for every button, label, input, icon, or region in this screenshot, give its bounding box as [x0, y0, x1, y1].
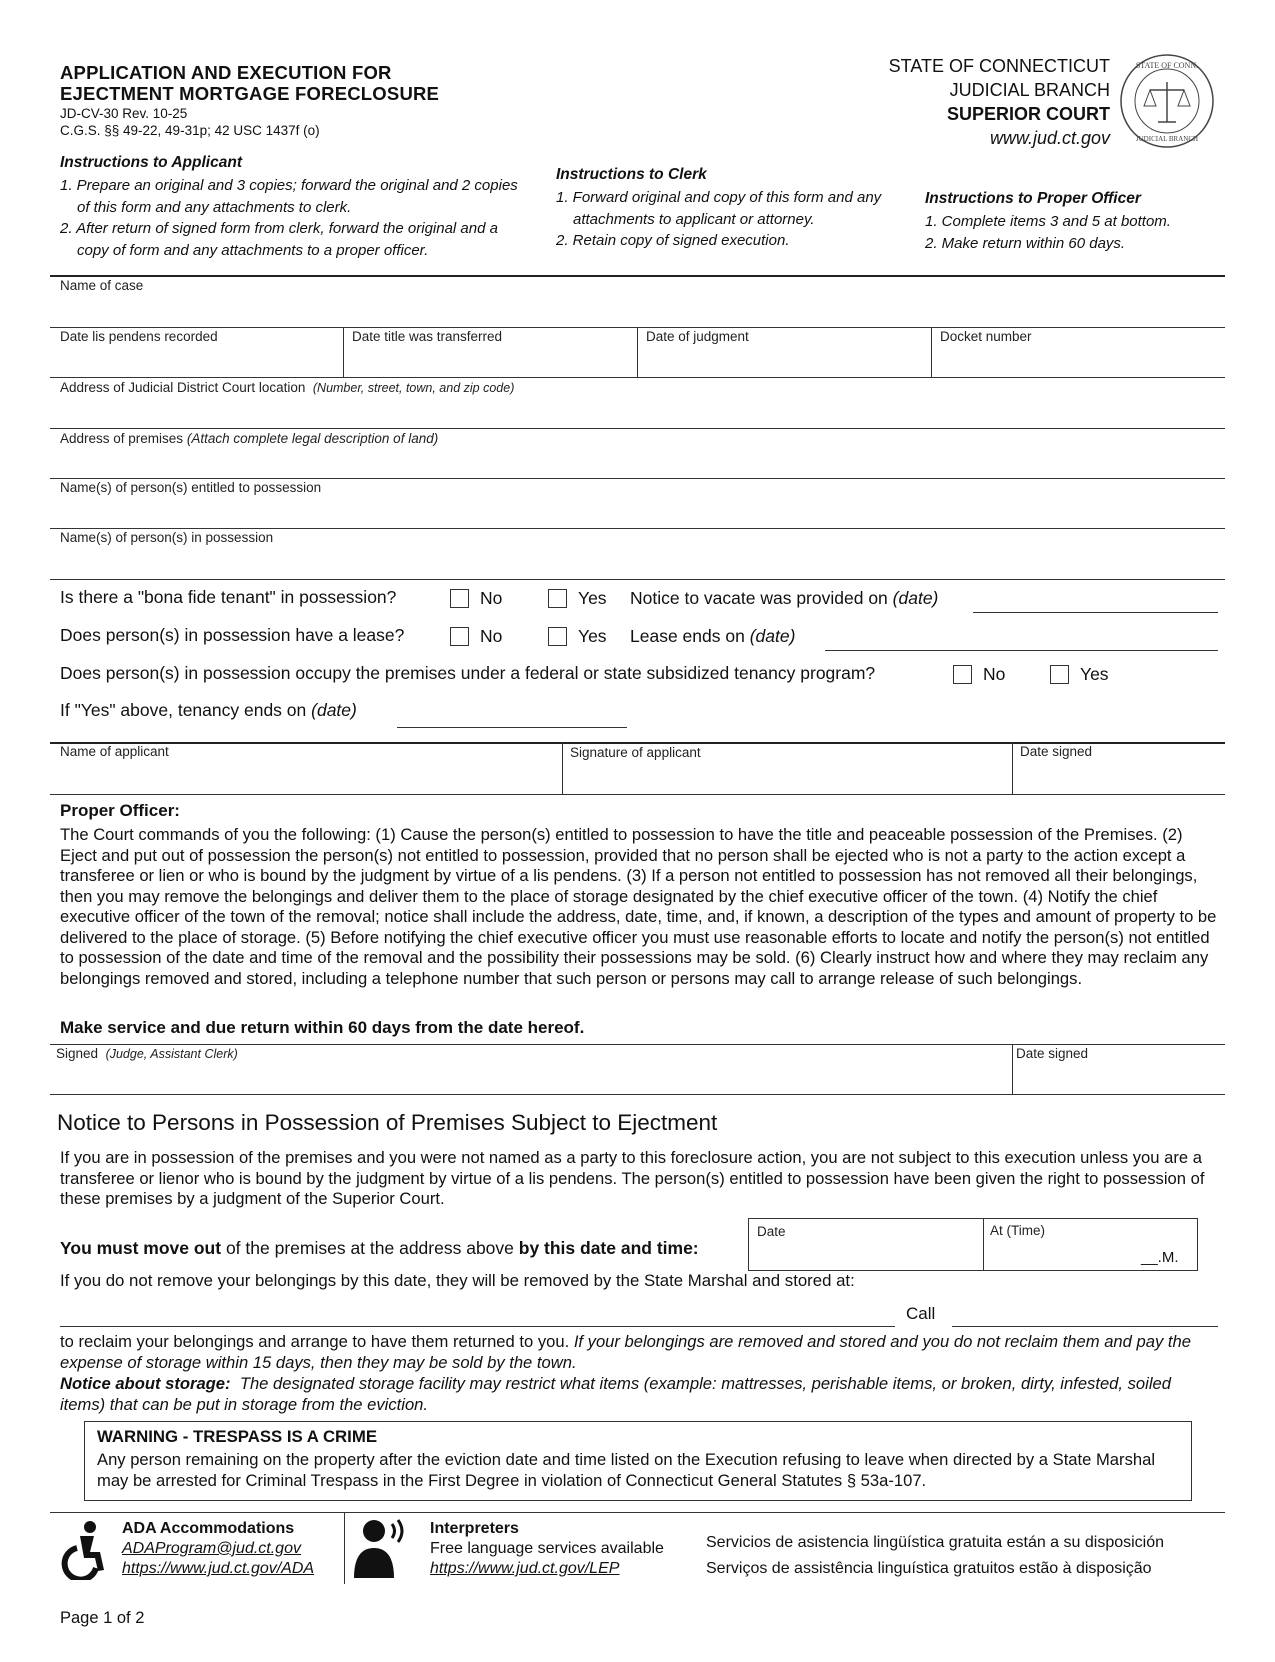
lease-question: Does person(s) in possession have a lease?: [60, 625, 405, 645]
move-out-bold-1: You must move out: [60, 1238, 222, 1258]
lease-ends-label: [630, 626, 795, 647]
bona-fide-yes-checkbox[interactable]: [548, 589, 567, 608]
persons-entitled-field[interactable]: Name(s) of person(s) entitled to possession: [60, 480, 322, 495]
instructions-applicant-heading: Instructions to Applicant: [60, 154, 242, 171]
subsidized-question: Does person(s) in possession occupy the premises under a federal or state subsidized tenancy program?: [60, 663, 876, 683]
storage-notice-heading: Notice about storage:: [60, 1374, 231, 1393]
reclaim-paragraph: [60, 1332, 1220, 1373]
instructions-clerk-heading: Instructions to Clerk: [556, 166, 707, 183]
notice-vacate-label: [630, 588, 938, 609]
date-title-transferred-field[interactable]: Date title was transferred: [352, 329, 503, 344]
spanish-notice: Servicios de asistencia lingüística gratuita están a su disposición: [706, 1534, 1165, 1551]
instructions-clerk: [556, 166, 896, 252]
subsidized-yes-label: Yes: [1080, 664, 1109, 684]
judge-signature-hint: (Judge, Assistant Clerk): [105, 1047, 238, 1061]
name-of-case-field[interactable]: Name of case: [60, 278, 144, 293]
form-title-line1: APPLICATION AND EXECUTION FOR: [60, 62, 392, 83]
judge-signature-field[interactable]: [56, 1046, 238, 1061]
applicant-instruction-2: 2. After return of signed form from clerk, forward the original and a copy of form and any attachments to a proper officer.: [60, 220, 498, 259]
instructions-officer: [925, 190, 1225, 254]
storage-location-line[interactable]: [60, 1326, 895, 1327]
branch-name: JUDICIAL BRANCH: [949, 80, 1110, 100]
time-suffix: __.M.: [1141, 1249, 1179, 1266]
move-out-bold-2: by this date and time:: [518, 1238, 699, 1258]
svg-text:STATE OF CONN.: STATE OF CONN.: [1135, 61, 1199, 70]
docket-number-field[interactable]: Docket number: [940, 329, 1032, 344]
judge-date-signed-field[interactable]: Date signed: [1016, 1046, 1089, 1061]
bona-fide-no-checkbox[interactable]: [450, 589, 469, 608]
interpreter-url-link[interactable]: https://www.jud.ct.gov/LEP: [430, 1560, 620, 1577]
officer-instruction-1: 1. Complete items 3 and 5 at bottom.: [925, 213, 1171, 230]
move-out-statement: [60, 1238, 699, 1259]
premises-address-field[interactable]: [60, 431, 438, 446]
officer-instruction-2: 2. Make return within 60 days.: [925, 234, 1126, 252]
court-address-label: Address of Judicial District Court location: [60, 380, 306, 395]
subsidized-yes-checkbox[interactable]: [1050, 665, 1069, 684]
instructions-applicant: [60, 154, 530, 261]
judge-signature-label: Signed: [56, 1046, 99, 1061]
notice-vacate-date-word: (date): [892, 588, 939, 608]
applicant-date-signed-field[interactable]: Date signed: [1020, 744, 1093, 759]
ada-heading: ADA Accommodations: [122, 1520, 295, 1537]
lease-no-checkbox[interactable]: [450, 627, 469, 646]
statutes: C.G.S. §§ 49-22, 49-31p; 42 USC 1437f (o): [60, 123, 320, 138]
trespass-warning-box: [84, 1421, 1192, 1501]
page-number: Page 1 of 2: [60, 1609, 145, 1627]
move-out-datetime-box: [748, 1218, 1198, 1271]
notice-vacate-date-line[interactable]: [973, 612, 1218, 613]
date-lis-pendens-field[interactable]: Date lis pendens recorded: [60, 329, 218, 344]
language-services: [706, 1530, 1164, 1582]
clerk-instruction-2: 2. Retain copy of signed execution.: [556, 232, 790, 249]
accessibility-icon: [60, 1520, 110, 1580]
applicant-signature-field[interactable]: Signature of applicant: [570, 745, 701, 760]
lease-ends-date-word: (date): [749, 626, 796, 646]
call-number-line[interactable]: [952, 1326, 1218, 1327]
svg-text:JUDICIAL BRANCH: JUDICIAL BRANCH: [1135, 135, 1199, 143]
bona-fide-yes-label: Yes: [578, 588, 607, 608]
interpreter-icon: [352, 1518, 412, 1580]
applicant-instruction-1: 1. Prepare an original and 3 copies; forward the original and 2 copies of this form and any attachments to clerk.: [60, 177, 518, 216]
bona-fide-question: Is there a "bona fide tenant" in possession?: [60, 587, 397, 607]
interpreter-text: Free language services available: [430, 1540, 664, 1557]
trespass-warning-body: Any person remaining on the property after the eviction date and time listed on the Execution refusing to leave when directed by a State Marshal may be arrested for Criminal Trespass in the First Degree in violation of Connecticut General Statutes § 53a-107.: [97, 1450, 1156, 1490]
notice-body: If you are in possession of the premises and you were not named as a party to this foreclosure action, you are not subject to this execution unless you are a transferee or lienor who is bound by the judgment by virtue of a lis pendens. The person(s) entitled to possession have been given the right to possession of these premises by a judgment of the Superior Court.: [60, 1148, 1205, 1208]
ada-url-link[interactable]: https://www.jud.ct.gov/ADA: [122, 1560, 315, 1577]
move-out-time-field[interactable]: At (Time): [990, 1223, 1045, 1238]
court-address-hint: (Number, street, town, and zip code): [312, 381, 515, 395]
form-id: JD-CV-30 Rev. 10-25: [60, 106, 188, 121]
subsidized-no-checkbox[interactable]: [953, 665, 972, 684]
subsidized-no-label: No: [983, 664, 1006, 684]
storage-notice-body: The designated storage facility may restrict what items (example: mattresses, perishable items, or broken, dirty, infested, soiled items) that can be put in storage from the eviction.: [60, 1374, 1171, 1414]
date-of-judgment-field[interactable]: Date of judgment: [646, 329, 749, 344]
court-address-field[interactable]: [60, 380, 514, 395]
court-header: [889, 54, 1110, 150]
judicial-seal-icon: [1118, 52, 1216, 150]
tenancy-ends-date-word: (date): [311, 700, 357, 720]
proper-officer-heading: Proper Officer:: [60, 801, 180, 820]
lease-ends-text: Lease ends on: [630, 626, 745, 646]
court-name: SUPERIOR COURT: [946, 104, 1110, 124]
lease-ends-date-line[interactable]: [825, 650, 1218, 651]
lease-no-label: No: [480, 626, 503, 646]
reclaim-text: to reclaim your belongings and arrange to have them returned to you.: [60, 1332, 570, 1351]
premises-address-hint: (Attach complete legal description of land): [186, 431, 439, 446]
lease-yes-checkbox[interactable]: [548, 627, 567, 646]
tenancy-ends-text: If "Yes" above, tenancy ends on: [60, 700, 307, 720]
premises-address-label: Address of premises: [60, 431, 184, 446]
service-statement: Make service and due return within 60 days from the date hereof.: [60, 1018, 585, 1037]
proper-officer-body: The Court commands of you the following: (1) Cause the person(s) entitled to possession to have the title and peaceable possession of the Premises. (2) Eject and put out of possession the person(s) not entitled to possession, provided that no person shall be ejected who is not a party to the action except a transferee or lien or who is bound by the judgment by virtue of a lis pendens. (3) If a person not entitled to possession has not removed all their belongings, then you may remove the belongings and deliver them to the place of storage designated by the chief executive officer of the town. (4) Notify the chief executive officer of the town of the removal; notice shall include the address, date, time, and, if known, a description of the types and amount of property to be delivered to the place of storage. (5) Before notifying the chief executive officer you must use reasonable efforts to locate and notify the person(s) not entitled to possession of the date and time of the removal and the possibility their possessions may be sold. (6) Clearly instruct how and where they may reclaim any belongings removed and stored, including a telephone number that such person or persons may call to arrange release of such belongings.: [60, 825, 1217, 988]
ada-email-link[interactable]: ADAProgram@jud.ct.gov: [122, 1540, 301, 1557]
website[interactable]: www.jud.ct.gov: [989, 128, 1110, 148]
portuguese-notice: Serviços de assistência linguística gratuitos estão à disposição: [706, 1560, 1152, 1577]
applicant-name-field[interactable]: Name of applicant: [60, 744, 169, 759]
instructions-officer-heading: Instructions to Proper Officer: [925, 190, 1141, 207]
clerk-instruction-1: 1. Forward original and copy of this form and any attachments to applicant or attorney.: [556, 189, 882, 228]
trespass-warning-heading: WARNING - TRESPASS IS A CRIME: [97, 1427, 378, 1446]
ada-block: [122, 1519, 314, 1579]
form-title-line2: EJECTMENT MORTGAGE FORECLOSURE: [60, 83, 440, 104]
storage-notice: [60, 1374, 1220, 1415]
move-out-date-field[interactable]: Date: [757, 1224, 786, 1239]
persons-in-possession-field[interactable]: Name(s) of person(s) in possession: [60, 530, 274, 545]
bona-fide-no-label: No: [480, 588, 503, 608]
lease-yes-label: Yes: [578, 626, 607, 646]
tenancy-ends-label: [60, 700, 357, 721]
tenancy-ends-date-line[interactable]: [397, 727, 627, 728]
state-name: STATE OF CONNECTICUT: [888, 56, 1110, 76]
interpreter-heading: Interpreters: [430, 1520, 519, 1537]
call-label: Call: [906, 1304, 936, 1323]
reclaim-italic-text: If your belongings are removed and stored and you do not reclaim them and pay the expense of storage within 15 days, then they may be sold by the town.: [60, 1332, 1191, 1372]
form-title: [60, 62, 439, 104]
notice-vacate-text: Notice to vacate was provided on: [630, 588, 888, 608]
move-out-middle: of the premises at the address above: [221, 1238, 519, 1258]
removed-statement: If you do not remove your belongings by this date, they will be removed by the State Marshal and stored at:: [60, 1271, 855, 1290]
interpreter-block: [430, 1519, 664, 1579]
notice-heading: Notice to Persons in Possession of Premises Subject to Ejectment: [57, 1110, 718, 1135]
